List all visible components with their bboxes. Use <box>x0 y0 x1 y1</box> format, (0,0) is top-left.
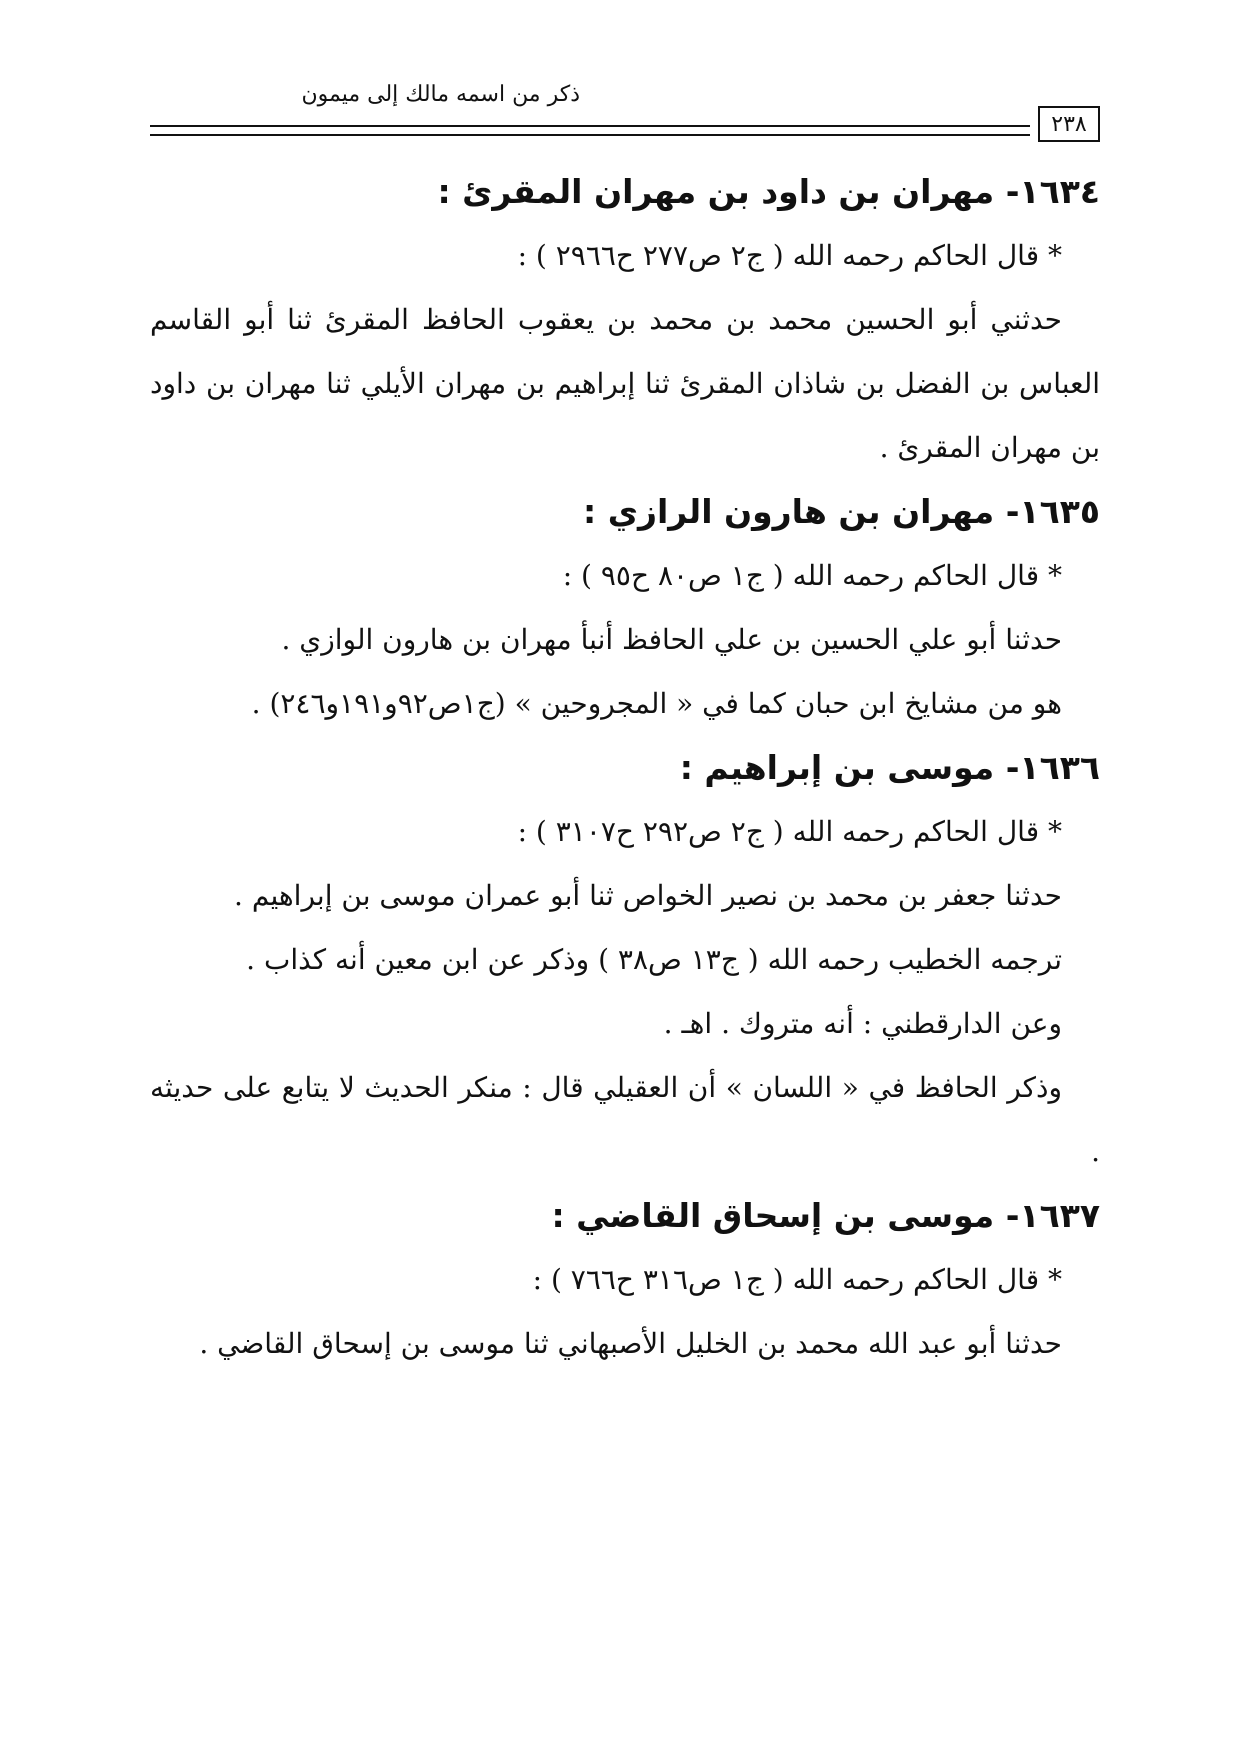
entry-paragraph: وعن الدارقطني : أنه متروك . اهـ . <box>663 1007 1062 1040</box>
page-number: ٢٣٨ <box>1038 106 1100 142</box>
entry-1635 <box>150 480 1100 736</box>
entry-citation: * قال الحاكم رحمه الله ( ج١ ص٨٠ ح٩٥ ) : <box>562 559 1062 592</box>
entry-citation: * قال الحاكم رحمه الله ( ج٢ ص٢٧٧ ح٢٩٦٦ ) : <box>517 239 1062 272</box>
entry-heading: ١٦٣٥- مهران بن هارون الرازي : <box>583 492 1100 531</box>
entry-paragraph: وذكر الحافظ في « اللسان » أن العقيلي قال : منكر الحديث لا يتابع على حديثه . <box>150 1071 1100 1168</box>
entry-heading: ١٦٣٧- موسى بن إسحاق القاضي : <box>551 1196 1100 1235</box>
book-page <box>150 60 1100 1720</box>
entry-citation: * قال الحاكم رحمه الله ( ج٢ ص٢٩٢ ح٣١٠٧ ) : <box>517 815 1062 848</box>
entry-heading: ١٦٣٤- مهران بن داود بن مهران المقرئ : <box>437 172 1100 211</box>
entry-paragraph: حدثنا أبو علي الحسين بن علي الحافظ أنبأ مهران بن هارون الوازي . <box>281 623 1062 656</box>
header-double-rule <box>150 125 1030 136</box>
entry-heading: ١٦٣٦- موسى بن إبراهيم : <box>679 748 1100 787</box>
entry-paragraph: ترجمه الخطيب رحمه الله ( ج١٣ ص٣٨ ) وذكر عن ابن معين أنه كذاب . <box>246 943 1062 976</box>
entry-paragraph: حدثني أبو الحسين محمد بن محمد بن يعقوب الحافظ المقرئ ثنا أبو القاسم العباس بن الفضل بن شاذان المقرئ ثنا إبراهيم بن مهران الأيلي ثنا مهران بن داود بن مهران المقرئ . <box>150 303 1100 464</box>
page-content <box>150 160 1100 1376</box>
entry-paragraph: حدثنا جعفر بن محمد بن نصير الخواص ثنا أبو عمران موسى بن إبراهيم . <box>234 879 1062 912</box>
entry-paragraph: حدثنا أبو عبد الله محمد بن الخليل الأصبهاني ثنا موسى بن إسحاق القاضي . <box>199 1327 1062 1360</box>
entry-citation: * قال الحاكم رحمه الله ( ج١ ص٣١٦ ح٧٦٦ ) : <box>532 1263 1062 1296</box>
entry-paragraph: هو من مشايخ ابن حبان كما في « المجروحين » (ج١ص٩٢و١٩١و٢٤٦) . <box>251 687 1062 720</box>
entry-1634 <box>150 160 1100 480</box>
entry-1636 <box>150 736 1100 1184</box>
running-header: ذكر من اسمه مالك إلى ميمون <box>301 82 580 107</box>
entry-1637 <box>150 1184 1100 1376</box>
